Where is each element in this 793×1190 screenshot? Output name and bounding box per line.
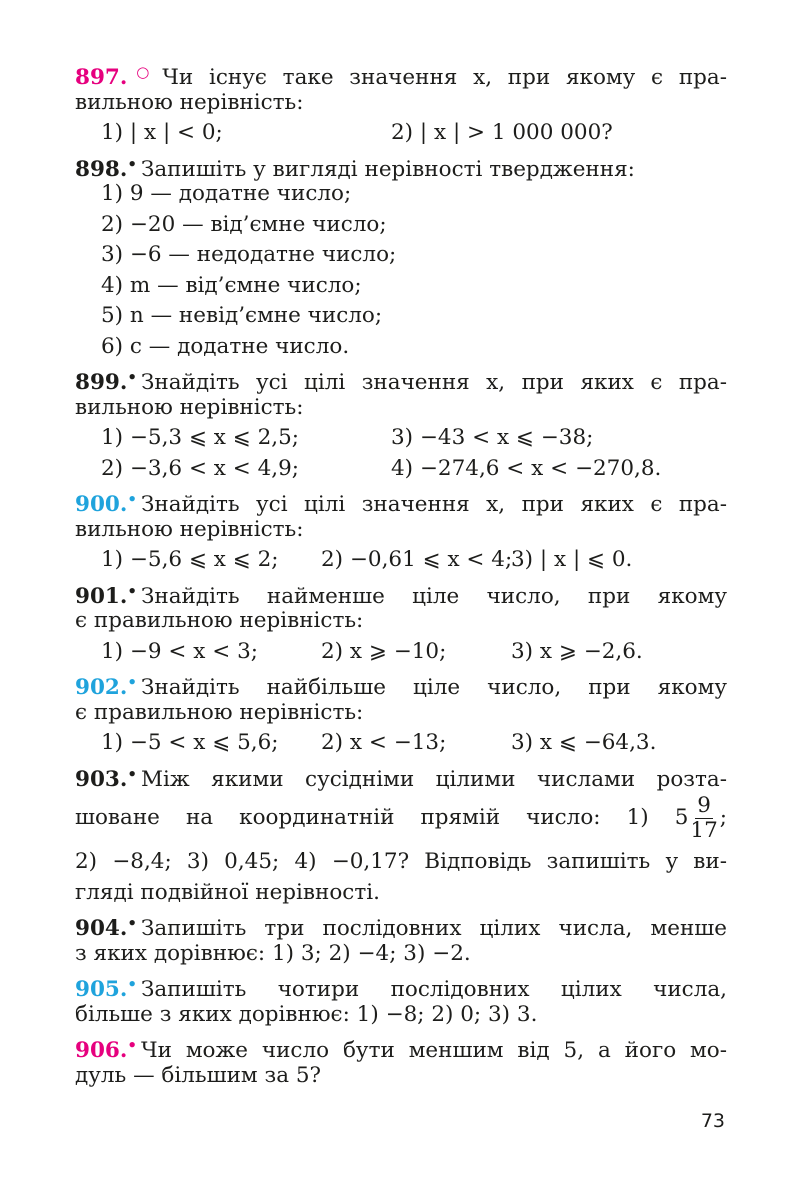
line-text: більше з яких дорівнює: 1) −8; 2) 0; 3) 3. bbox=[75, 1001, 538, 1027]
answer-option: 1) −5,3 ⩽ x ⩽ 2,5; bbox=[101, 425, 300, 450]
exercise-number: 905. bbox=[75, 977, 128, 1002]
line-text: Запишіть у вигляді нерівності твердження: bbox=[140, 156, 635, 182]
text-line bbox=[75, 210, 727, 241]
exercise-marker: • bbox=[127, 581, 137, 600]
answer-option: 3) x ⩾ −2,6. bbox=[511, 638, 643, 664]
text-line bbox=[75, 606, 727, 637]
exercise-number: 897. bbox=[75, 65, 128, 90]
text-line bbox=[75, 908, 727, 939]
text-line bbox=[75, 576, 727, 607]
exercise-number: 902. bbox=[75, 675, 128, 700]
text-line bbox=[75, 515, 727, 546]
answer-option: 2) x ⩾ −10; bbox=[321, 638, 447, 664]
text-line bbox=[75, 847, 727, 878]
answer-option: 2) −3,6 < x < 4,9; bbox=[101, 455, 300, 481]
answer-option: 3) x ⩽ −64,3. bbox=[511, 730, 657, 755]
exercise-904 bbox=[75, 908, 727, 969]
answer-option: 2) −0,61 ⩽ x < 4; bbox=[321, 547, 513, 572]
exercise-number: 899. bbox=[75, 370, 128, 395]
line-text: дуль — більшим за 5? bbox=[75, 1062, 322, 1088]
text-line bbox=[75, 179, 727, 210]
text-line bbox=[75, 759, 727, 790]
exercise-899 bbox=[75, 362, 727, 484]
exercise-901 bbox=[75, 576, 727, 668]
line-text: 5) n — невід’ємне число; bbox=[101, 303, 383, 328]
line-text: 1) 9 — додатне число; bbox=[101, 181, 352, 206]
answer-option: 1) −5,6 ⩽ x ⩽ 2; bbox=[101, 547, 279, 572]
exercise-number: 904. bbox=[75, 916, 128, 941]
answer-option: 1) −9 < x < 3; bbox=[101, 638, 259, 664]
exercise-905 bbox=[75, 969, 727, 1030]
line-text: вильною нерівність: bbox=[75, 394, 304, 420]
text-line bbox=[75, 362, 727, 393]
line-text: вильною нерівність: bbox=[75, 516, 304, 542]
exercise-902 bbox=[75, 667, 727, 759]
line-text: з яких дорівнює: 1) 3; 2) −4; 3) −2. bbox=[75, 940, 471, 966]
line-text: 3) −6 — недодатне число; bbox=[101, 242, 397, 267]
answer-option: 1) | x | < 0; bbox=[101, 120, 223, 145]
text-line bbox=[75, 698, 727, 729]
exercise-897 bbox=[75, 57, 727, 149]
exercise-marker: • bbox=[127, 975, 137, 993]
line-text: є правильною нерівність: bbox=[75, 608, 364, 633]
exercise-906 bbox=[75, 1030, 727, 1091]
text-line bbox=[75, 332, 727, 363]
line-text: Між якими сусідніми цілими числами розта- bbox=[140, 766, 727, 792]
line-text: гляді подвійної нерівності. bbox=[75, 879, 380, 905]
answer-options-row bbox=[75, 637, 727, 668]
exercise-marker: • bbox=[127, 368, 137, 386]
text-before-fraction: шоване на координатній прямій число: 1) 5 bbox=[75, 804, 689, 830]
fraction-denominator: 17 bbox=[690, 817, 718, 843]
text-line bbox=[75, 1000, 727, 1031]
line-text: Знайдіть усі цілі значення x, при яких є пра- bbox=[140, 492, 727, 517]
text-line bbox=[75, 271, 727, 302]
line-text: Знайдіть найбільше ціле число, при якому bbox=[140, 675, 727, 700]
answer-option: 3) −43 < x ⩽ −38; bbox=[391, 425, 594, 450]
fraction-numerator: 9 bbox=[697, 792, 711, 818]
line-text: 6) c — додатне число. bbox=[101, 333, 350, 359]
answer-options-row bbox=[75, 545, 727, 576]
text-line bbox=[75, 939, 727, 970]
exercise-marker: • bbox=[127, 154, 137, 173]
exercise-898 bbox=[75, 149, 727, 363]
text-line bbox=[75, 484, 727, 515]
text-line bbox=[75, 969, 727, 1000]
line-text: Чи існує таке значення x, при якому є пра- bbox=[162, 65, 727, 90]
line-text: Запишіть чотири послідовних цілих числа, bbox=[140, 977, 727, 1002]
text-line bbox=[75, 878, 727, 909]
exercise-number: 900. bbox=[75, 492, 128, 517]
answer-options-row bbox=[75, 454, 727, 485]
line-text: 2) −20 — від’ємне число; bbox=[101, 211, 387, 237]
answer-option: 4) −274,6 < x < −270,8. bbox=[391, 455, 662, 481]
fraction bbox=[690, 794, 717, 843]
text-line bbox=[75, 88, 727, 119]
page-number: 73 bbox=[700, 1110, 725, 1132]
exercise-marker: • bbox=[127, 1036, 137, 1054]
text-line bbox=[75, 1061, 727, 1092]
line-text: Запишіть три послідовних цілих числа, менше bbox=[140, 916, 727, 941]
text-line bbox=[75, 1030, 727, 1061]
textbook-page bbox=[75, 57, 727, 1091]
answer-options-row bbox=[75, 118, 727, 149]
answer-options-row bbox=[75, 423, 727, 454]
line-text: Чи може число бути меншим від 5, а його мо- bbox=[140, 1038, 727, 1063]
text-line bbox=[75, 667, 727, 698]
exercise-900 bbox=[75, 484, 727, 576]
exercise-number: 906. bbox=[75, 1038, 128, 1063]
answer-option: 3) | x | ⩽ 0. bbox=[511, 547, 633, 572]
exercise-number: 901. bbox=[75, 583, 128, 609]
line-text: Знайдіть усі цілі значення x, при яких є пра- bbox=[140, 370, 727, 395]
answer-options-row bbox=[75, 728, 727, 759]
text-line bbox=[75, 393, 727, 424]
line-text: 2) −8,4; 3) 0,45; 4) −0,17? Відповідь запишіть у ви- bbox=[75, 849, 727, 874]
text-line bbox=[75, 57, 727, 88]
exercise-marker: • bbox=[127, 673, 137, 691]
exercise-marker: ○ bbox=[127, 63, 159, 81]
exercise-marker: • bbox=[127, 764, 137, 783]
line-text: Знайдіть найменше ціле число, при якому bbox=[140, 583, 727, 609]
exercise-marker: • bbox=[127, 490, 137, 508]
line-text: є правильною нерівність: bbox=[75, 699, 364, 725]
answer-option: 2) x < −13; bbox=[321, 730, 447, 755]
exercise-number: 903. bbox=[75, 766, 128, 792]
exercise-903 bbox=[75, 759, 727, 909]
text-line bbox=[75, 301, 727, 332]
answer-option: 2) | x | > 1 000 000? bbox=[391, 120, 613, 145]
exercise-marker: • bbox=[127, 914, 137, 932]
text-line bbox=[75, 149, 727, 180]
exercise-number: 898. bbox=[75, 156, 128, 182]
line-text: 4) m — від’ємне число; bbox=[101, 272, 362, 298]
text-line bbox=[75, 240, 727, 271]
text-line-with-fraction bbox=[75, 789, 727, 847]
answer-option: 1) −5 < x ⩽ 5,6; bbox=[101, 730, 279, 755]
text-after-fraction: ; bbox=[719, 804, 727, 830]
line-text: вильною нерівність: bbox=[75, 89, 304, 115]
